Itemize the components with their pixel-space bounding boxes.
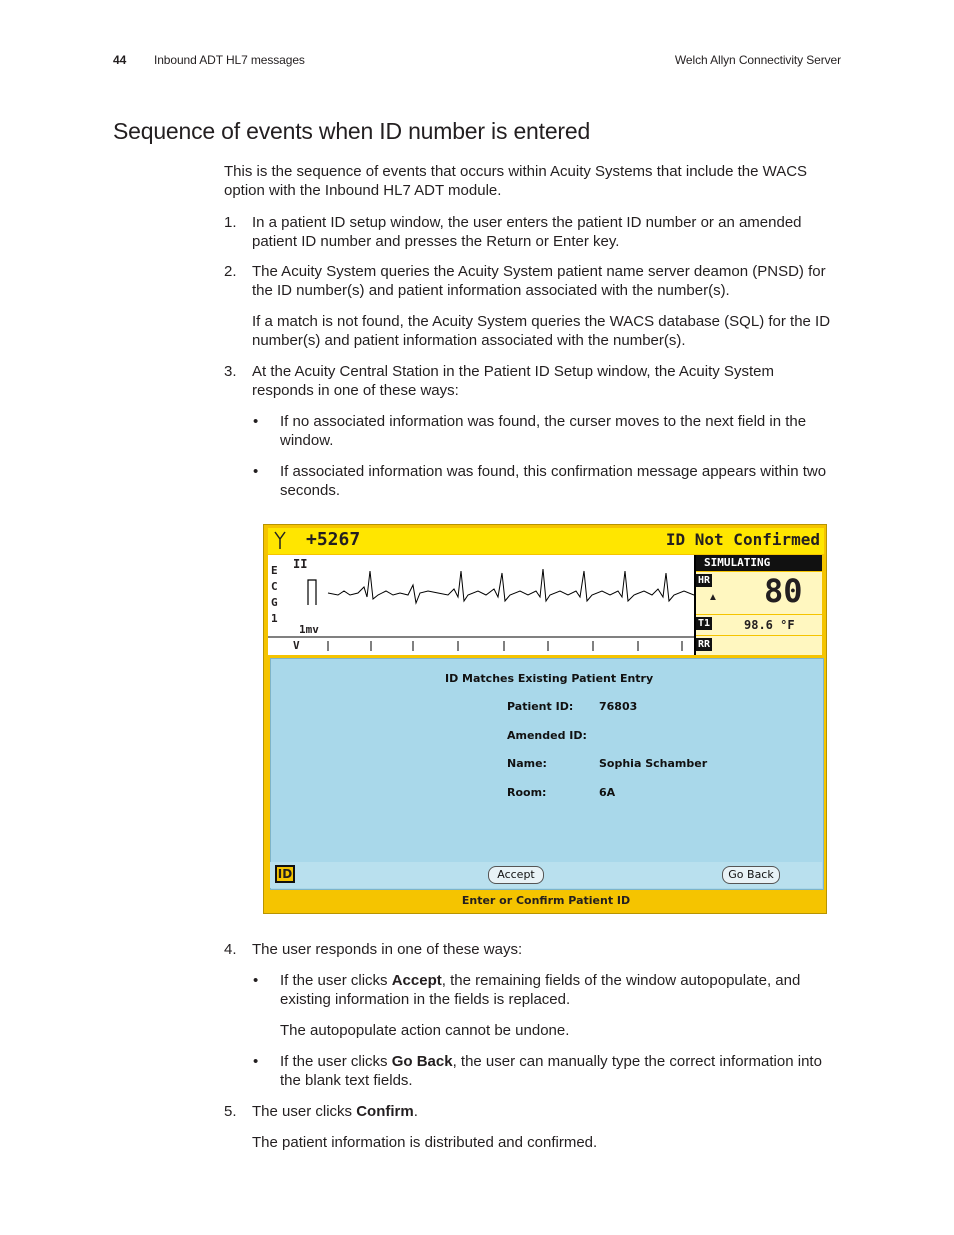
rr-label: RR <box>698 639 711 650</box>
step-2-text: The Acuity System queries the Acuity System patient name server deamon (PNSD) for the ID number(s) and patient information associated with the number(s). <box>252 263 826 299</box>
ecg-waveform-area <box>268 555 696 655</box>
step-2-number: 2. <box>224 263 237 280</box>
ecg-label-letter: G <box>271 596 278 609</box>
lead-label-v: V <box>293 639 300 652</box>
simulating-banner: SIMULATING <box>696 555 822 571</box>
running-header-section: Inbound ADT HL7 messages <box>154 53 305 67</box>
bullet: • <box>253 972 259 989</box>
confirm-term: Confirm <box>356 1103 414 1120</box>
monitor-screenshot <box>263 524 827 914</box>
ecg-label-letter: 1 <box>271 612 278 625</box>
id-confirmation-dialog <box>270 658 824 890</box>
hr-value: 80 <box>764 572 803 610</box>
running-header-product: Welch Allyn Connectivity Server <box>674 53 841 67</box>
patient-id-value: 76803 <box>599 700 638 713</box>
alarm-bell-icon: ▲ <box>708 592 718 603</box>
bed-number: +5267 <box>306 529 361 550</box>
patient-id-label: Patient ID: <box>507 700 574 713</box>
room-value: 6A <box>599 786 616 799</box>
bullet: • <box>253 1053 259 1070</box>
go-back-term: Go Back <box>391 1053 453 1070</box>
step-1-number: 1. <box>224 214 237 231</box>
accept-term: Accept <box>391 972 442 989</box>
monitor-title-bar <box>268 528 824 554</box>
t1-box <box>696 615 822 635</box>
step-1-text: In a patient ID setup window, the user enters the patient ID number or an amended patient ID number and presses the Return or Enter key. <box>252 214 802 250</box>
hr-label: HR <box>698 575 711 586</box>
room-label: Room: <box>507 786 547 799</box>
ecg-label-letter: E <box>271 564 278 577</box>
step-4-number: 4. <box>224 941 237 958</box>
amended-id-label: Amended ID: <box>507 729 587 742</box>
bullet: • <box>253 413 259 430</box>
step-3-number: 3. <box>224 363 237 380</box>
scale-label: 1mv <box>299 623 319 636</box>
step-3-bullet-2: If associated information was found, this confirmation message appears within two seconds. <box>280 463 827 499</box>
step-3-bullet-1: If no associated information was found, the curser moves to the next field in the window. <box>280 413 807 449</box>
id-icon: ID <box>275 865 295 883</box>
section-title: Sequence of events when ID number is entered <box>113 118 591 144</box>
accept-button[interactable]: Accept <box>488 866 544 884</box>
intro-paragraph: This is the sequence of events that occurs within Acuity Systems that include the WACS option with the Inbound HL7 ADT module. <box>224 163 808 199</box>
page-number: 44 <box>113 53 127 67</box>
step-4-bullet-1: If the user clicks Accept, the remaining fields of the window autopopulate, and existing information in the fields is replaced. <box>280 972 801 1008</box>
t1-value: 98.6 °F <box>744 618 795 632</box>
id-status: ID Not Confirmed <box>665 530 820 549</box>
vitals-panel <box>696 555 823 655</box>
hr-box <box>696 572 822 614</box>
step-4-bullet-2: If the user clicks Go Back, the user can manually type the correct information into the blank text fields. <box>280 1053 822 1089</box>
rr-box <box>696 636 822 655</box>
bullet: • <box>253 463 259 480</box>
antenna-icon <box>273 530 287 550</box>
step-2-note: If a match is not found, the Acuity System queries the WACS database (SQL) for the ID number(s) and patient information associated with the number(s). <box>252 313 831 349</box>
monitor-footer-prompt: Enter or Confirm Patient ID <box>461 894 631 907</box>
step-3-text: At the Acuity Central Station in the Patient ID Setup window, the Acuity System responds in one of these ways: <box>252 363 774 399</box>
lead-label-ii: II <box>293 557 308 571</box>
name-label: Name: <box>507 757 547 770</box>
dialog-button-row <box>270 862 822 888</box>
ecg-trace <box>268 555 694 655</box>
step-5-number: 5. <box>224 1103 237 1120</box>
go-back-button[interactable]: Go Back <box>722 866 780 884</box>
step-4-bullet-1-note: The autopopulate action cannot be undone. <box>280 1022 570 1039</box>
t1-label: T1 <box>698 618 711 629</box>
step-5-text: The user clicks Confirm. <box>252 1103 418 1120</box>
ecg-label-letter: C <box>271 580 278 593</box>
step-5-note: The patient information is distributed and confirmed. <box>252 1134 598 1151</box>
dialog-title: ID Matches Existing Patient Entry <box>445 672 654 685</box>
step-4-text: The user responds in one of these ways: <box>252 941 523 958</box>
name-value: Sophia Schamber <box>599 757 708 770</box>
